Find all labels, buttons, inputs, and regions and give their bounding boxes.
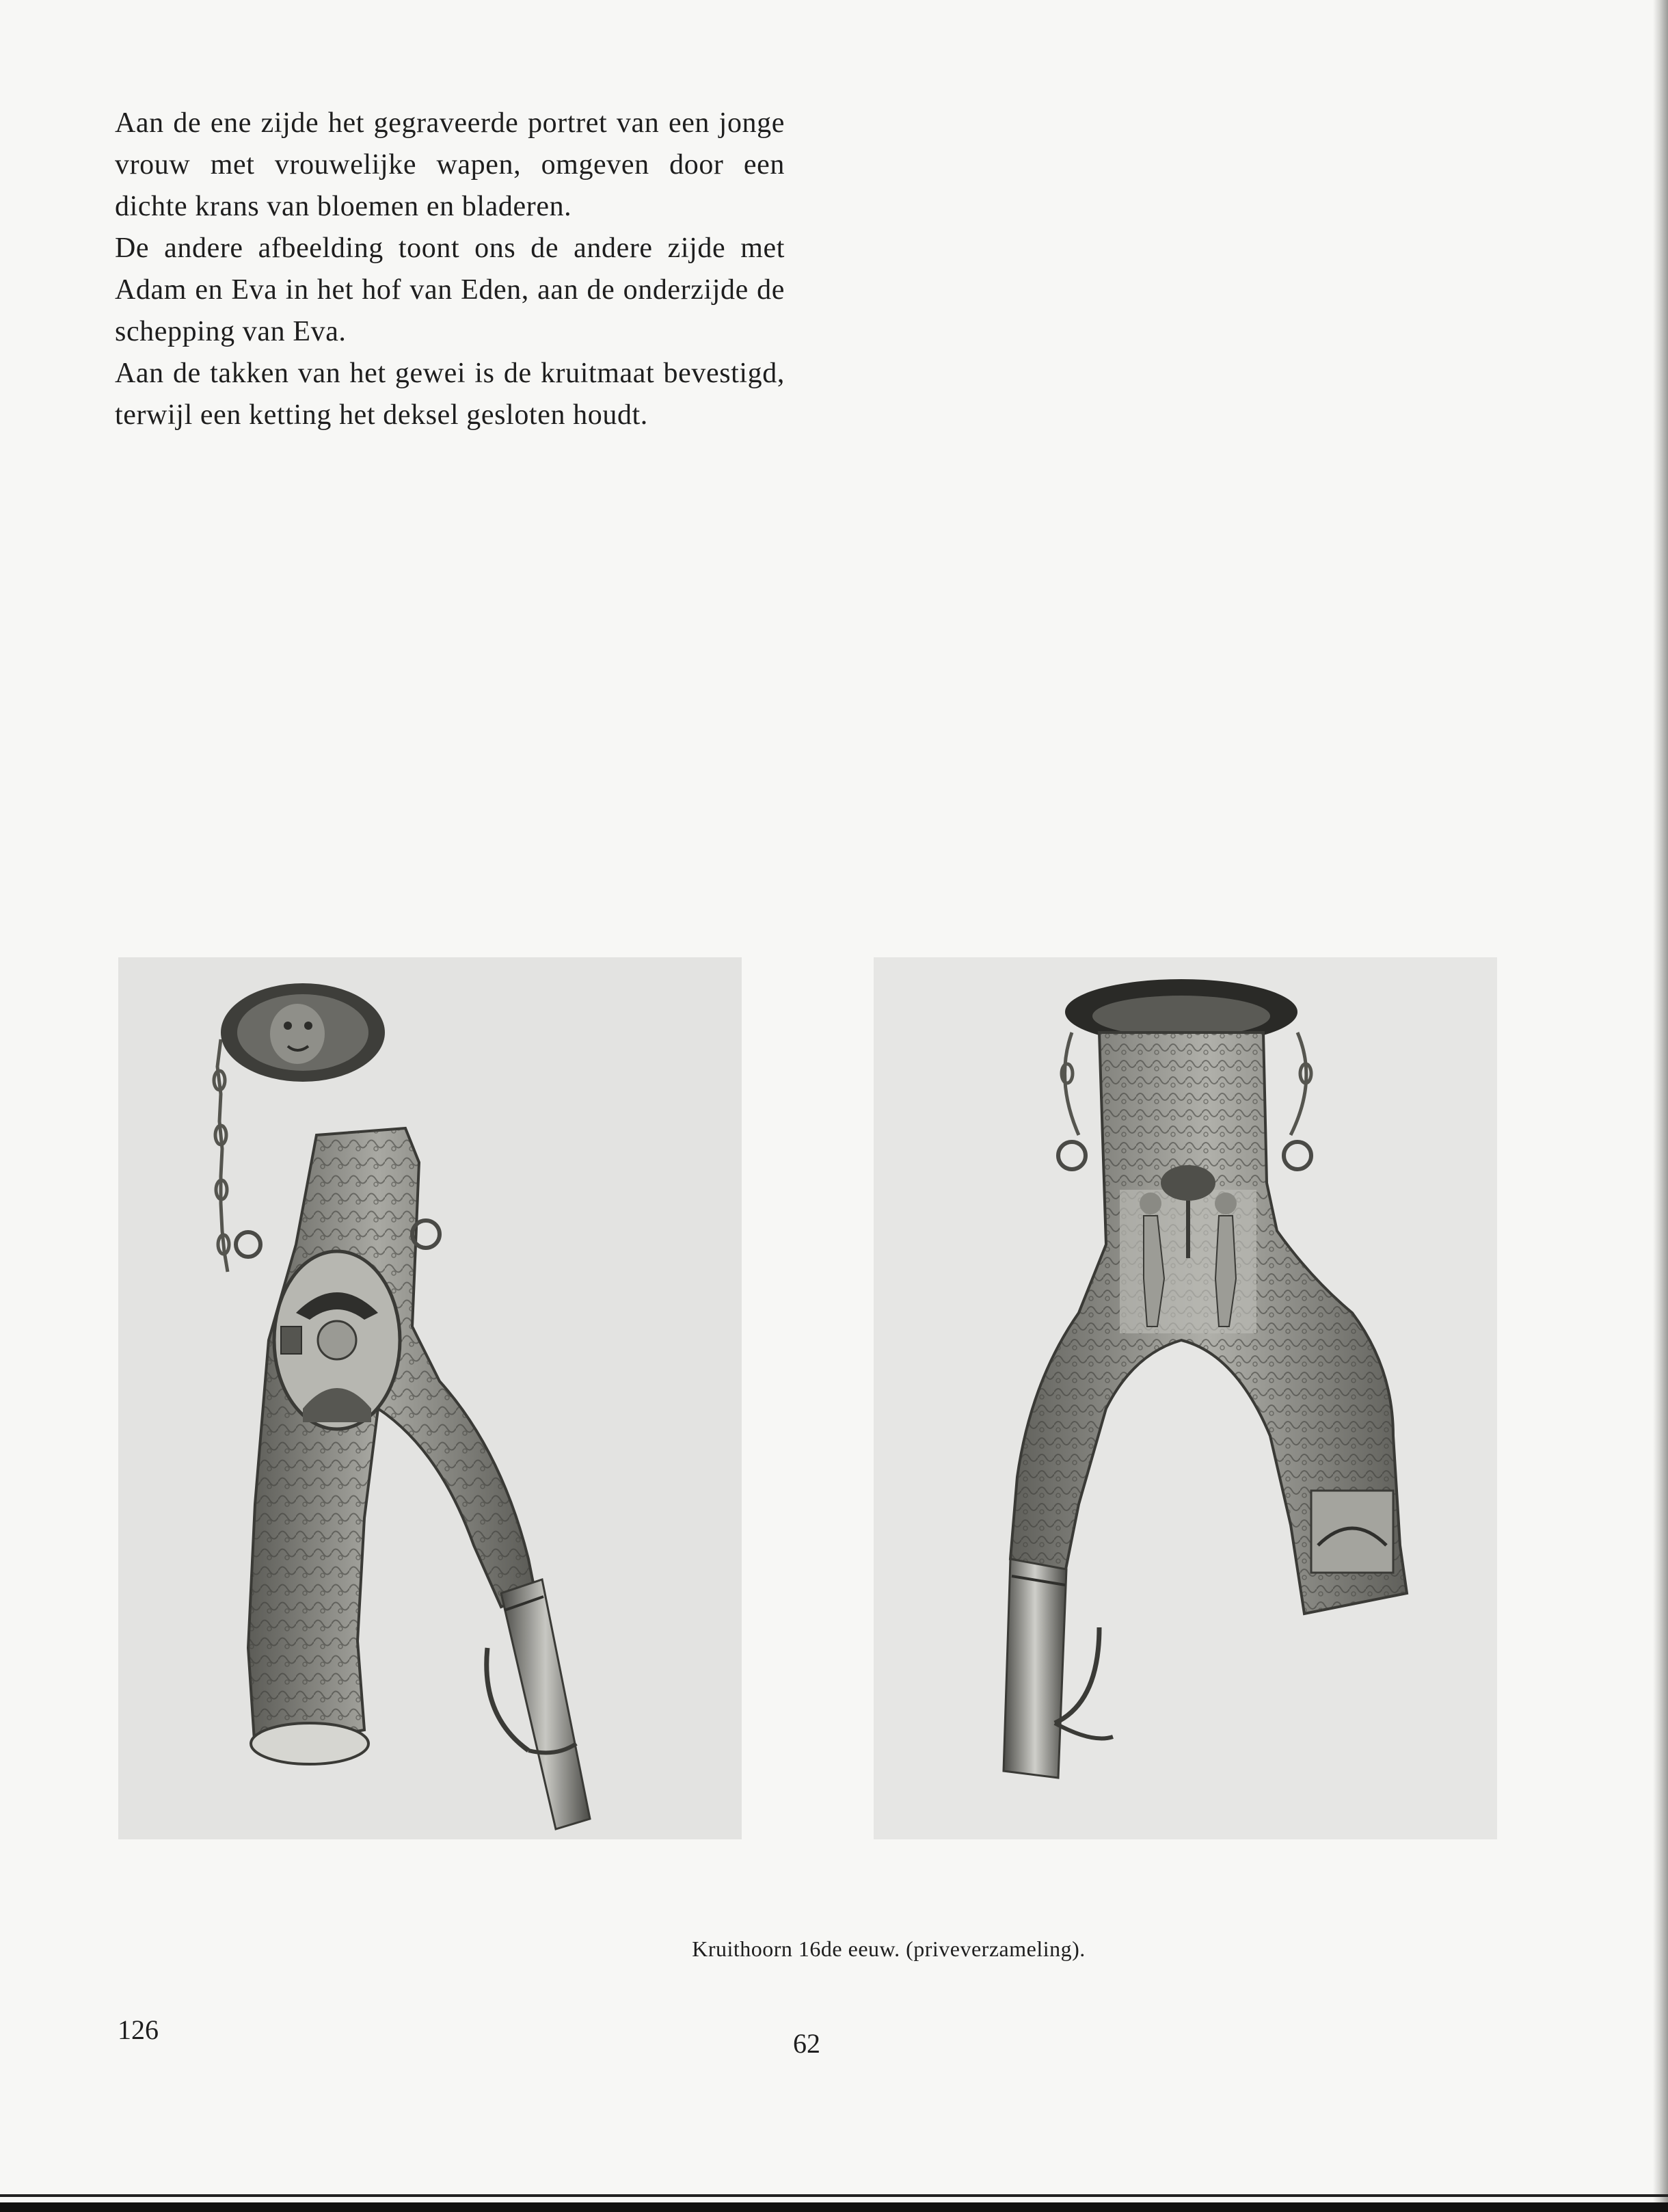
paragraph-measure: Aan de takken van het gewei is de kruitmaat bevestigd, terwijl een ketting het deksel gesloten houdt.: [115, 358, 785, 431]
body-text: [115, 103, 785, 436]
page-right-edge: [1653, 0, 1668, 2212]
paragraph-portrait: Aan de ene zijde het gegraveerde portret van een jonge vrouw met vrouwelijke wapen, omgeven door een dichte krans van bloemen en bladeren.: [115, 107, 785, 222]
horn-body-back: [1010, 1032, 1407, 1614]
paragraph-adam-eva: De andere afbeelding toont ons de andere zijde met Adam en Eva in het hof van Eden, aan de onderzijde de schepping van Eva.: [115, 232, 785, 347]
metal-spout-back: [1004, 1559, 1113, 1778]
adam-and-eve-scene: [1120, 1165, 1256, 1333]
page-bottom-rule: [0, 2194, 1668, 2197]
photo-powder-horn-back: [874, 957, 1497, 1839]
powder-horn-front-illustration: [118, 957, 742, 1839]
page-number-original: 126: [118, 2014, 159, 2045]
horn-body: [236, 1128, 535, 1764]
page-bottom-edge: [0, 2202, 1668, 2212]
lid-face: [221, 983, 385, 1082]
metal-spout: [487, 1580, 590, 1829]
powder-horn-back-illustration: [874, 957, 1497, 1839]
chain: [214, 1039, 229, 1272]
figure-caption: Kruithoorn 16de eeuw. (priveverzameling).: [692, 1936, 1086, 1961]
photo-powder-horn-front: [118, 957, 742, 1839]
page-number: 62: [793, 2028, 820, 2059]
